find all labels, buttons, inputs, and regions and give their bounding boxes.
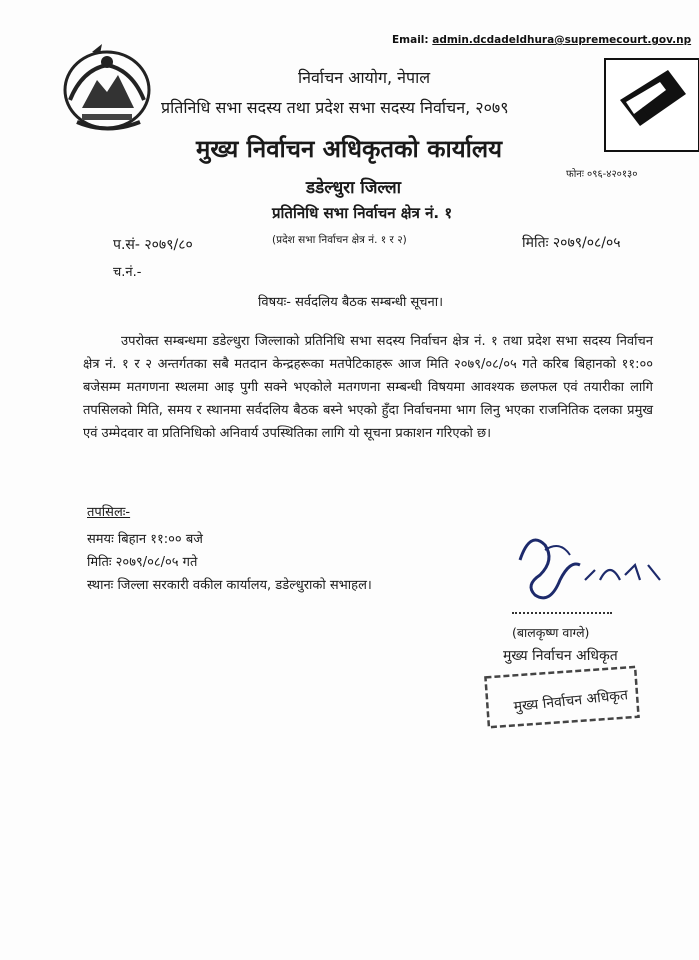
dispatch-number: च.नं.-	[113, 265, 142, 280]
district-name: डडेल्धुरा जिल्ला	[306, 178, 402, 198]
constituency: प्रतिनिधि सभा निर्वाचन क्षेत्र नं. १	[272, 204, 453, 222]
email-label: Email:	[392, 34, 429, 46]
official-stamp	[483, 664, 643, 729]
details-place: स्थानः जिल्ला सरकारी वकील कार्यालय, डडेल्धुराको सभाहल।	[87, 578, 372, 593]
nepal-emblem-icon	[52, 40, 162, 135]
sub-constituency: (प्रदेश सभा निर्वाचन क्षेत्र नं. १ र २)	[272, 234, 407, 246]
email-address[interactable]: admin.dcdadeldhura@supremecourt.gov.np	[432, 34, 692, 46]
office-title: मुख्य निर्वाचन अधिकृतको कार्यालय	[196, 135, 503, 163]
details-date: मितिः २०७९/०८/०५ गते	[87, 555, 198, 570]
signatory-title: मुख्य निर्वाचन अधिकृत	[503, 648, 618, 664]
election-title: प्रतिनिधि सभा सदस्य तथा प्रदेश सभा सदस्य निर्वाचन, २०७९	[161, 98, 509, 117]
ballot-icon	[606, 60, 698, 150]
handwritten-signature	[500, 520, 680, 620]
body-paragraph: उपरोक्त सम्बन्धमा डडेल्धुरा जिल्लाको प्रतिनिधि सभा सदस्य निर्वाचन क्षेत्र नं. १ तथा प्रदेश सभा सदस्य निर्वाचन क्षेत्र नं. १ र २ अन्तर्गतका सबै मतदान केन्द्रहरूका मतपेटिकाहरू आज मिति २०७९/०८/०५ गते करिब बिहानको ११:०० बजेसम्म मतगणना स्थलमा आइ पुगी सक्ने भएकोले मतगणना सम्बन्धी विषयमा आवश्यक छलफल एवं तयारीका लागि तपसिलको मिति, समय र स्थानमा सर्वदलिय बैठक बस्ने भएको हुँदा निर्वाचनमा भाग लिनु भएका राजनितिक दलका प्रमुख एवं उम्मेदवार वा प्रतिनिधिको अनिवार्य उपस्थितिका लागि यो सूचना प्रकाशन गरिएको छ।	[83, 334, 653, 441]
commission-name: निर्वाचन आयोग, नेपाल	[298, 68, 431, 87]
reference-number: प.सं- २०७९/८०	[113, 237, 193, 253]
election-logo	[604, 58, 699, 152]
notice-body	[83, 330, 653, 445]
details-time: समयः बिहान ११:०० बजे	[87, 532, 203, 547]
phone-number: फोनः ०९६-४२०१३०	[566, 169, 638, 180]
letter-date: मितिः २०७९/०८/०५	[522, 235, 621, 251]
signatory-name: (बालकृष्ण वाग्ले)	[512, 625, 590, 640]
subject-line: विषयः- सर्वदलिय बैठक सम्बन्धी सूचना।	[258, 295, 444, 310]
svg-text:मुख्य निर्वाचन अधिकृत: मुख्य निर्वाचन अधिकृत	[512, 687, 629, 716]
signature-line	[512, 612, 612, 614]
details-heading: तपसिलः-	[87, 505, 131, 520]
email-line	[392, 34, 691, 46]
